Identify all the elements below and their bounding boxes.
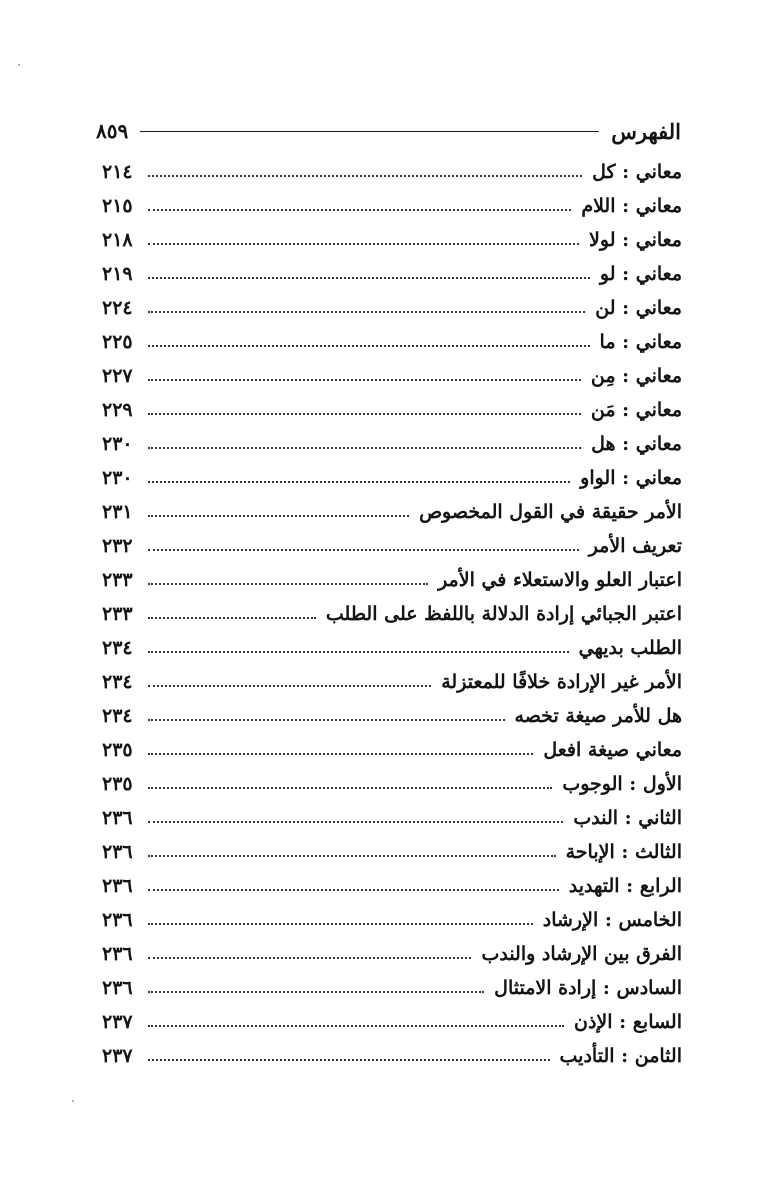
dot-leader <box>148 787 552 789</box>
index-entry <box>102 359 682 393</box>
index-entry-page-number: ٢٣٤ <box>102 671 133 693</box>
dot-leader <box>148 209 571 211</box>
index-entry-title: تعريف الأمر <box>588 535 682 557</box>
index-entry-title: معاني : اللام <box>581 195 682 217</box>
index-entry <box>102 801 682 835</box>
dot-leader <box>148 175 582 177</box>
index-entry-title: اعتبار العلو والاستعلاء في الأمر <box>438 569 682 591</box>
dot-leader <box>148 413 581 415</box>
index-entry-page-number: ٢٣٦ <box>102 875 133 897</box>
index-entry-title: معاني : كل <box>592 161 682 183</box>
index-entry-title: معاني : لن <box>595 297 682 319</box>
index-entry-title: السابع : الإذن <box>574 1011 682 1033</box>
scan-speck <box>18 64 20 66</box>
index-entry-title: معاني : الواو <box>580 467 682 489</box>
index-entry <box>102 597 682 631</box>
index-entry-page-number: ٢٢٧ <box>102 365 133 387</box>
index-entry-title: معاني : لولا <box>589 229 682 251</box>
index-entry-title: الأمر حقيقة في القول المخصوص <box>419 501 682 523</box>
index-entry-page-number: ٢٣٤ <box>102 637 133 659</box>
index-entry <box>102 495 682 529</box>
index-entry-page-number: ٢١٩ <box>102 263 133 285</box>
dot-leader <box>148 685 431 687</box>
index-entry <box>102 971 682 1005</box>
index-entry-title: السادس : إرادة الامتثال <box>494 977 682 999</box>
dot-leader <box>148 1025 564 1027</box>
index-entry <box>102 155 682 189</box>
dot-leader <box>148 651 569 653</box>
index-entry-page-number: ٢٢٩ <box>102 399 133 421</box>
dot-leader <box>148 719 505 721</box>
index-entry-page-number: ٢٣٦ <box>102 943 133 965</box>
index-entry-title: الأمر غير الإرادة خلافًا للمعتزلة <box>441 671 682 693</box>
header-title: الفهرس <box>611 118 681 144</box>
index-entry-page-number: ٢٣٦ <box>102 841 133 863</box>
index-entry <box>102 937 682 971</box>
dot-leader <box>148 549 579 551</box>
dot-leader <box>148 379 581 381</box>
dot-leader <box>148 991 484 993</box>
dot-leader <box>148 447 581 449</box>
dot-leader <box>148 923 533 925</box>
index-entry-page-number: ٢١٨ <box>102 229 133 251</box>
index-entry-page-number: ٢٣٦ <box>102 977 133 999</box>
index-entry-page-number: ٢٣٥ <box>102 739 133 761</box>
index-entry <box>102 1005 682 1039</box>
index-entry <box>102 223 682 257</box>
index-entry-title: الرابع : التهديد <box>568 875 682 897</box>
index-entry-title: اعتبر الجبائي إرادة الدلالة باللفظ على الطلب <box>325 603 682 625</box>
index-entry <box>102 325 682 359</box>
index-entry-page-number: ٢٣٤ <box>102 705 133 727</box>
index-entry-page-number: ٢٣٠ <box>102 467 133 489</box>
index-list <box>102 155 682 1073</box>
index-entry-title: معاني : مِن <box>590 365 682 387</box>
index-entry <box>102 427 682 461</box>
index-entry-page-number: ٢٣٧ <box>102 1011 133 1033</box>
index-entry <box>102 393 682 427</box>
index-entry-title: معاني : لو <box>599 263 682 285</box>
index-entry-page-number: ٢٢٥ <box>102 331 133 353</box>
index-entry-title: الثاني : الندب <box>573 807 682 829</box>
index-entry-title: الفرق بين الإرشاد والندب <box>481 943 682 965</box>
index-entry <box>102 733 682 767</box>
index-entry <box>102 903 682 937</box>
dot-leader <box>148 1059 550 1061</box>
index-entry <box>102 835 682 869</box>
index-entry <box>102 699 682 733</box>
index-entry-title: معاني : هل <box>591 433 682 455</box>
header-page-number: ٨٥٩ <box>96 119 129 143</box>
dot-leader <box>148 821 563 823</box>
dot-leader <box>148 277 590 279</box>
index-entry-page-number: ٢٣٦ <box>102 909 133 931</box>
index-entry-title: هل للأمر صيغة تخصه <box>514 705 682 727</box>
index-entry-title: معاني : مَن <box>590 399 682 421</box>
dot-leader <box>148 515 409 517</box>
index-entry-title: الثامن : التأديب <box>559 1045 682 1067</box>
dot-leader <box>148 957 471 959</box>
index-entry <box>102 631 682 665</box>
dot-leader <box>148 583 428 585</box>
dot-leader <box>148 243 579 245</box>
header-rule <box>140 131 599 132</box>
index-entry-page-number: ٢١٤ <box>102 161 133 183</box>
dot-leader <box>148 617 316 619</box>
index-entry-title: الأول : الوجوب <box>562 773 682 795</box>
dot-leader <box>148 753 533 755</box>
index-entry-title: معاني : ما <box>599 331 682 353</box>
index-entry-page-number: ٢٣٣ <box>102 603 133 625</box>
index-entry-page-number: ٢٣٠ <box>102 433 133 455</box>
index-entry-page-number: ٢٣٦ <box>102 807 133 829</box>
index-entry-page-number: ٢٢٤ <box>102 297 133 319</box>
index-entry-page-number: ٢٣٢ <box>102 535 133 557</box>
index-entry <box>102 869 682 903</box>
index-entry <box>102 767 682 801</box>
dot-leader <box>148 855 556 857</box>
index-entry-page-number: ٢٣٣ <box>102 569 133 591</box>
index-entry-title: الطلب بديهي <box>578 637 682 659</box>
dot-leader <box>148 345 590 347</box>
index-entry <box>102 529 682 563</box>
scan-speck <box>72 1100 74 1102</box>
index-entry-page-number: ٢٣٧ <box>102 1045 133 1067</box>
index-entry-page-number: ٢٣٥ <box>102 773 133 795</box>
index-entry-page-number: ٢٣١ <box>102 501 133 523</box>
dot-leader <box>148 481 570 483</box>
index-entry-page-number: ٢١٥ <box>102 195 133 217</box>
index-entry-title: الثالث : الإباحة <box>565 841 682 863</box>
index-entry <box>102 563 682 597</box>
index-entry <box>102 257 682 291</box>
running-header <box>96 116 681 146</box>
index-entry <box>102 189 682 223</box>
index-entry <box>102 1039 682 1073</box>
index-entry-title: معاني صيغة افعل <box>543 739 682 761</box>
index-entry <box>102 665 682 699</box>
index-entry <box>102 291 682 325</box>
dot-leader <box>148 311 585 313</box>
index-entry-title: الخامس : الإرشاد <box>542 909 682 931</box>
index-entry <box>102 461 682 495</box>
dot-leader <box>148 889 559 891</box>
